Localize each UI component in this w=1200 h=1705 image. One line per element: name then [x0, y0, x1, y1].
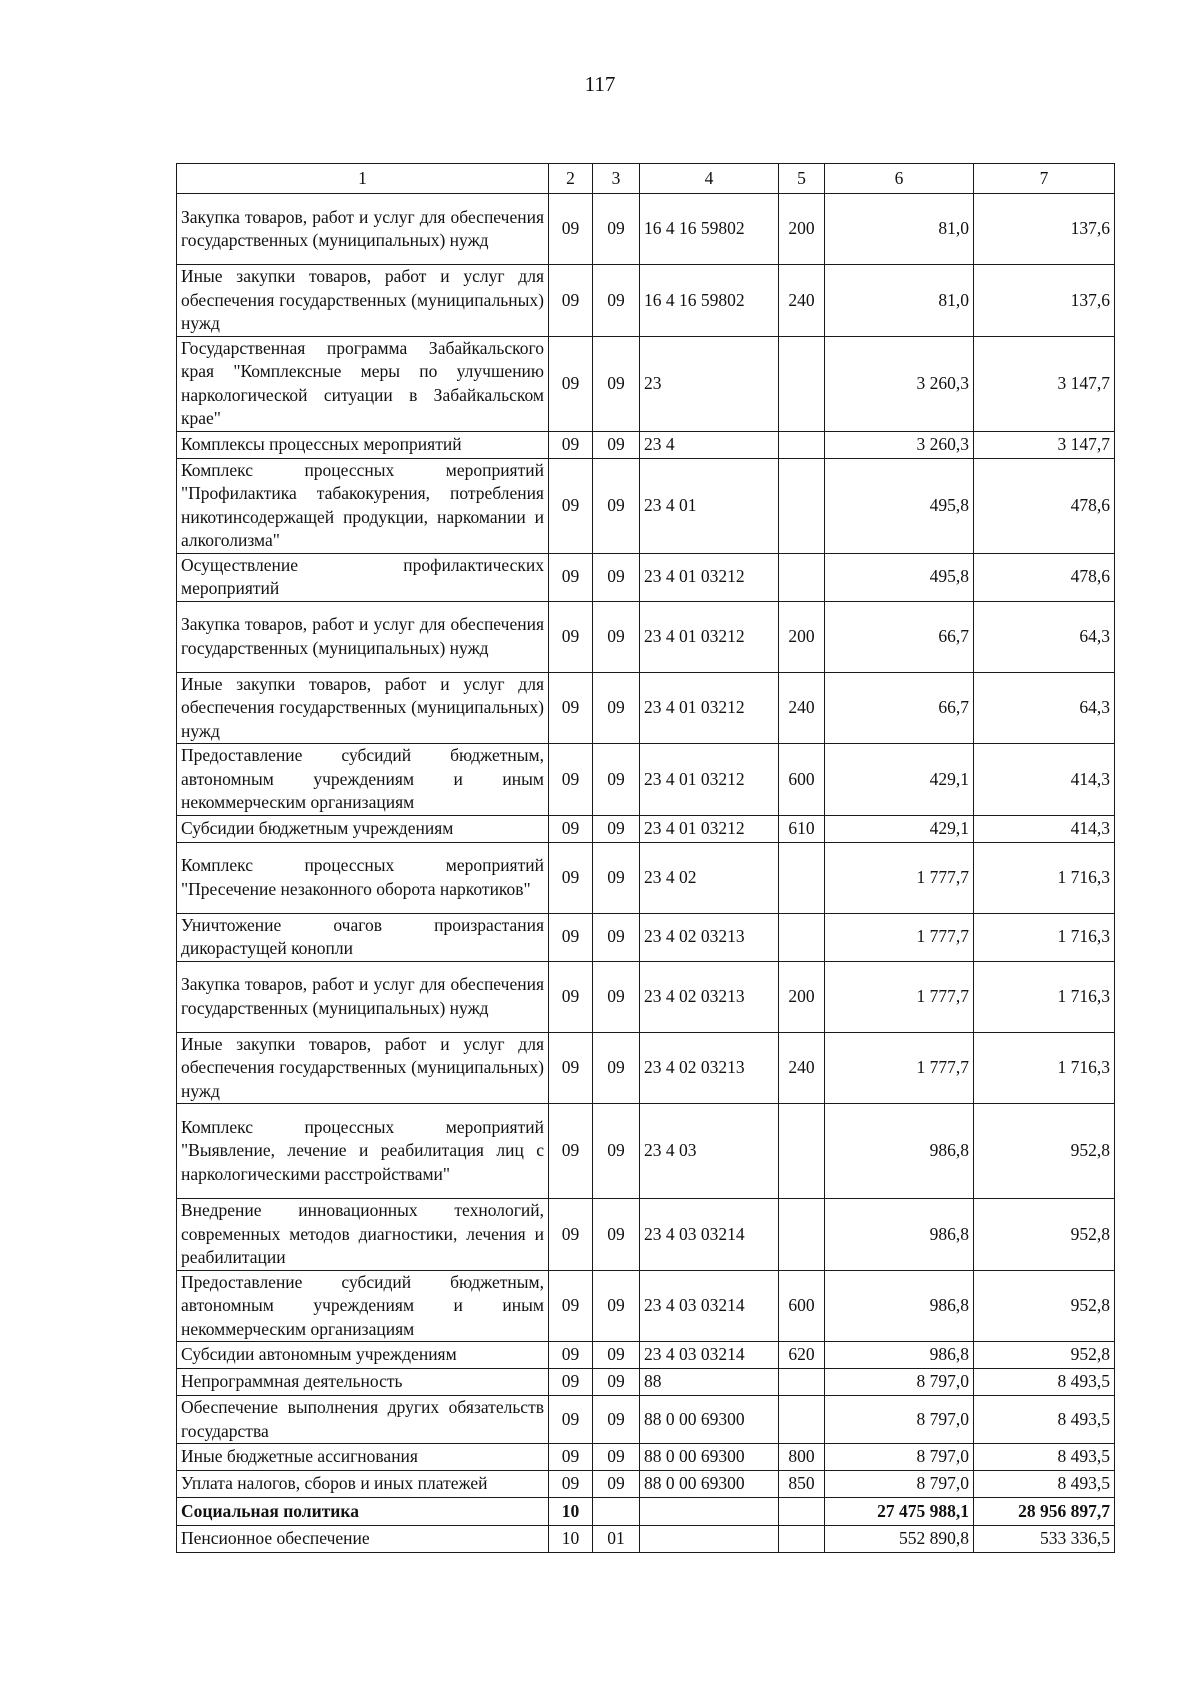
section-code-cell: 09 — [549, 458, 593, 553]
subsection-code-cell: 09 — [593, 553, 640, 601]
expense-type-cell: 240 — [779, 1032, 825, 1104]
target-article-cell: 23 4 02 03213 — [640, 1032, 779, 1104]
target-article-cell: 23 4 03 — [640, 1104, 779, 1199]
column-header: 3 — [593, 164, 640, 194]
section-code-cell: 09 — [549, 265, 593, 337]
target-article-cell — [640, 1526, 779, 1553]
section-code-cell: 09 — [549, 1032, 593, 1104]
target-article-cell: 23 4 02 — [640, 842, 779, 913]
amount-year-1-cell: 1 777,7 — [825, 1032, 974, 1104]
amount-year-2-cell: 8 493,5 — [974, 1444, 1115, 1471]
expense-type-cell — [779, 1199, 825, 1271]
subsection-code-cell: 09 — [593, 672, 640, 744]
section-code-cell: 09 — [549, 1104, 593, 1199]
amount-year-1-cell: 8 797,0 — [825, 1444, 974, 1471]
table-row — [177, 601, 1115, 672]
table-row — [177, 1199, 1115, 1271]
amount-year-2-cell: 414,3 — [974, 744, 1115, 816]
section-code-cell: 09 — [549, 553, 593, 601]
subsection-code-cell: 09 — [593, 1396, 640, 1444]
expense-type-cell: 600 — [779, 744, 825, 816]
subsection-code-cell: 09 — [593, 1104, 640, 1199]
amount-year-1-cell: 1 777,7 — [825, 961, 974, 1032]
row-name-cell: Социальная политика — [177, 1498, 549, 1526]
amount-year-1-cell: 3 260,3 — [825, 336, 974, 431]
section-code-cell: 09 — [549, 815, 593, 842]
section-code-cell: 09 — [549, 672, 593, 744]
amount-year-1-cell: 8 797,0 — [825, 1369, 974, 1396]
column-header: 4 — [640, 164, 779, 194]
section-code-cell: 09 — [549, 842, 593, 913]
amount-year-2-cell: 3 147,7 — [974, 336, 1115, 431]
subsection-code-cell: 09 — [593, 961, 640, 1032]
expense-type-cell — [779, 1369, 825, 1396]
amount-year-2-cell: 1 716,3 — [974, 842, 1115, 913]
row-name-cell: Закупка товаров, работ и услуг для обеспечения государственных (муниципальных) нужд — [177, 194, 549, 265]
amount-year-2-cell: 952,8 — [974, 1342, 1115, 1369]
table-row — [177, 431, 1115, 458]
amount-year-2-cell: 137,6 — [974, 194, 1115, 265]
table-row — [177, 336, 1115, 431]
subsection-code-cell: 09 — [593, 1342, 640, 1369]
expense-type-cell — [779, 842, 825, 913]
row-name-cell: Субсидии бюджетным учреждениям — [177, 815, 549, 842]
page-number: 117 — [584, 72, 616, 96]
section-code-cell: 09 — [549, 1471, 593, 1498]
target-article-cell: 23 4 03 03214 — [640, 1270, 779, 1342]
target-article-cell: 23 — [640, 336, 779, 431]
subsection-code-cell: 09 — [593, 1369, 640, 1396]
target-article-cell: 23 4 02 03213 — [640, 913, 779, 961]
expense-type-cell — [779, 431, 825, 458]
subsection-code-cell: 09 — [593, 601, 640, 672]
row-name-cell: Комплекс процессных мероприятий "Пресечение незаконного оборота наркотиков" — [177, 842, 549, 913]
amount-year-1-cell: 495,8 — [825, 553, 974, 601]
row-name-cell: Иные закупки товаров, работ и услуг для обеспечения государственных (муниципальных) нужд — [177, 1032, 549, 1104]
target-article-cell: 23 4 02 03213 — [640, 961, 779, 1032]
table-row — [177, 1369, 1115, 1396]
amount-year-2-cell: 8 493,5 — [974, 1396, 1115, 1444]
subsection-code-cell: 09 — [593, 458, 640, 553]
amount-year-2-cell: 64,3 — [974, 601, 1115, 672]
expense-type-cell: 200 — [779, 601, 825, 672]
amount-year-2-cell: 414,3 — [974, 815, 1115, 842]
table-row — [177, 1444, 1115, 1471]
section-code-cell: 09 — [549, 601, 593, 672]
section-code-cell: 09 — [549, 961, 593, 1032]
table-body — [177, 194, 1115, 1553]
row-name-cell: Иные бюджетные ассигнования — [177, 1444, 549, 1471]
amount-year-2-cell: 1 716,3 — [974, 961, 1115, 1032]
row-name-cell: Комплекс процессных мероприятий "Выявление, лечение и реабилитация лиц с наркологическими расстройствами" — [177, 1104, 549, 1199]
row-name-cell: Внедрение инновационных технологий, современных методов диагностики, лечения и реабилитации — [177, 1199, 549, 1271]
column-header: 2 — [549, 164, 593, 194]
amount-year-1-cell: 66,7 — [825, 672, 974, 744]
section-code-cell: 10 — [549, 1526, 593, 1553]
section-code-cell: 09 — [549, 1444, 593, 1471]
row-name-cell: Уничтожение очагов произрастания дикорастущей конопли — [177, 913, 549, 961]
expense-type-cell — [779, 1498, 825, 1526]
table-row — [177, 1032, 1115, 1104]
amount-year-1-cell: 81,0 — [825, 265, 974, 337]
target-article-cell: 23 4 03 03214 — [640, 1342, 779, 1369]
amount-year-2-cell: 952,8 — [974, 1270, 1115, 1342]
row-name-cell: Предоставление субсидий бюджетным, автономным учреждениям и иным некоммерческим организациям — [177, 1270, 549, 1342]
table-row — [177, 842, 1115, 913]
table-row — [177, 1270, 1115, 1342]
column-header: 5 — [779, 164, 825, 194]
target-article-cell: 88 — [640, 1369, 779, 1396]
amount-year-1-cell: 8 797,0 — [825, 1471, 974, 1498]
target-article-cell — [640, 1498, 779, 1526]
amount-year-2-cell: 64,3 — [974, 672, 1115, 744]
section-code-cell: 09 — [549, 1270, 593, 1342]
amount-year-1-cell: 429,1 — [825, 815, 974, 842]
amount-year-2-cell: 1 716,3 — [974, 1032, 1115, 1104]
row-name-cell: Предоставление субсидий бюджетным, автономным учреждениям и иным некоммерческим организациям — [177, 744, 549, 816]
expense-type-cell — [779, 458, 825, 553]
subsection-code-cell: 09 — [593, 194, 640, 265]
table-row — [177, 458, 1115, 553]
subsection-code-cell: 09 — [593, 265, 640, 337]
row-name-cell: Государственная программа Забайкальского края "Комплексные меры по улучшению наркологической ситуации в Забайкальском крае" — [177, 336, 549, 431]
row-name-cell: Закупка товаров, работ и услуг для обеспечения государственных (муниципальных) нужд — [177, 961, 549, 1032]
expense-type-cell — [779, 336, 825, 431]
amount-year-2-cell: 3 147,7 — [974, 431, 1115, 458]
row-name-cell: Иные закупки товаров, работ и услуг для обеспечения государственных (муниципальных) нужд — [177, 265, 549, 337]
amount-year-2-cell: 952,8 — [974, 1199, 1115, 1271]
expense-type-cell: 850 — [779, 1471, 825, 1498]
table-row — [177, 961, 1115, 1032]
table-row — [177, 744, 1115, 816]
budget-table — [176, 163, 1115, 1553]
target-article-cell: 16 4 16 59802 — [640, 194, 779, 265]
row-name-cell: Иные закупки товаров, работ и услуг для обеспечения государственных (муниципальных) нужд — [177, 672, 549, 744]
amount-year-1-cell: 1 777,7 — [825, 913, 974, 961]
subsection-code-cell: 09 — [593, 1471, 640, 1498]
target-article-cell: 23 4 — [640, 431, 779, 458]
table-row — [177, 194, 1115, 265]
target-article-cell: 23 4 01 03212 — [640, 672, 779, 744]
subsection-code-cell: 09 — [593, 842, 640, 913]
amount-year-2-cell: 533 336,5 — [974, 1526, 1115, 1553]
target-article-cell: 88 0 00 69300 — [640, 1444, 779, 1471]
expense-type-cell: 600 — [779, 1270, 825, 1342]
amount-year-2-cell: 28 956 897,7 — [974, 1498, 1115, 1526]
target-article-cell: 88 0 00 69300 — [640, 1471, 779, 1498]
row-name-cell: Субсидии автономным учреждениям — [177, 1342, 549, 1369]
target-article-cell: 23 4 03 03214 — [640, 1199, 779, 1271]
target-article-cell: 23 4 01 — [640, 458, 779, 553]
section-code-cell: 09 — [549, 194, 593, 265]
amount-year-2-cell: 952,8 — [974, 1104, 1115, 1199]
table-row — [177, 1526, 1115, 1553]
section-code-cell: 09 — [549, 913, 593, 961]
row-name-cell: Комплекс процессных мероприятий "Профилактика табакокурения, потребления никотинсодержащей продукции, наркомании и алкоголизма" — [177, 458, 549, 553]
amount-year-1-cell: 986,8 — [825, 1342, 974, 1369]
target-article-cell: 16 4 16 59802 — [640, 265, 779, 337]
amount-year-1-cell: 552 890,8 — [825, 1526, 974, 1553]
subsection-code-cell: 01 — [593, 1526, 640, 1553]
subsection-code-cell: 09 — [593, 1270, 640, 1342]
amount-year-1-cell: 81,0 — [825, 194, 974, 265]
amount-year-2-cell: 8 493,5 — [974, 1369, 1115, 1396]
subsection-code-cell: 09 — [593, 1199, 640, 1271]
expense-type-cell — [779, 1396, 825, 1444]
target-article-cell: 23 4 01 03212 — [640, 553, 779, 601]
subsection-code-cell: 09 — [593, 815, 640, 842]
section-code-cell: 09 — [549, 1369, 593, 1396]
subsection-code-cell: 09 — [593, 913, 640, 961]
expense-type-cell: 610 — [779, 815, 825, 842]
section-code-cell: 09 — [549, 431, 593, 458]
table-row — [177, 1396, 1115, 1444]
section-code-cell: 09 — [549, 744, 593, 816]
subsection-code-cell: 09 — [593, 1444, 640, 1471]
expense-type-cell: 800 — [779, 1444, 825, 1471]
expense-type-cell: 620 — [779, 1342, 825, 1369]
table-row — [177, 1104, 1115, 1199]
subsection-code-cell: 09 — [593, 336, 640, 431]
amount-year-2-cell: 137,6 — [974, 265, 1115, 337]
row-name-cell: Пенсионное обеспечение — [177, 1526, 549, 1553]
amount-year-1-cell: 495,8 — [825, 458, 974, 553]
table-row — [177, 913, 1115, 961]
table-row — [177, 1471, 1115, 1498]
column-header: 1 — [177, 164, 549, 194]
amount-year-1-cell: 986,8 — [825, 1270, 974, 1342]
table-row — [177, 815, 1115, 842]
expense-type-cell: 240 — [779, 672, 825, 744]
amount-year-1-cell: 27 475 988,1 — [825, 1498, 974, 1526]
amount-year-1-cell: 1 777,7 — [825, 842, 974, 913]
expense-type-cell: 240 — [779, 265, 825, 337]
table-row — [177, 553, 1115, 601]
amount-year-1-cell: 3 260,3 — [825, 431, 974, 458]
target-article-cell: 23 4 01 03212 — [640, 601, 779, 672]
column-header: 7 — [974, 164, 1115, 194]
expense-type-cell — [779, 1526, 825, 1553]
section-code-cell: 10 — [549, 1498, 593, 1526]
amount-year-1-cell: 8 797,0 — [825, 1396, 974, 1444]
row-name-cell: Осуществление профилактических мероприятий — [177, 553, 549, 601]
table-row — [177, 672, 1115, 744]
subsection-code-cell: 09 — [593, 431, 640, 458]
expense-type-cell: 200 — [779, 194, 825, 265]
table-header-row — [177, 164, 1115, 194]
table-row — [177, 1342, 1115, 1369]
subsection-code-cell: 09 — [593, 1032, 640, 1104]
amount-year-1-cell: 429,1 — [825, 744, 974, 816]
section-code-cell: 09 — [549, 1342, 593, 1369]
table-row — [177, 265, 1115, 337]
expense-type-cell — [779, 1104, 825, 1199]
target-article-cell: 23 4 01 03212 — [640, 744, 779, 816]
amount-year-1-cell: 986,8 — [825, 1199, 974, 1271]
row-name-cell: Непрограммная деятельность — [177, 1369, 549, 1396]
amount-year-1-cell: 986,8 — [825, 1104, 974, 1199]
section-code-cell: 09 — [549, 336, 593, 431]
amount-year-2-cell: 478,6 — [974, 458, 1115, 553]
expense-type-cell — [779, 913, 825, 961]
row-name-cell: Комплексы процессных мероприятий — [177, 431, 549, 458]
amount-year-2-cell: 1 716,3 — [974, 913, 1115, 961]
row-name-cell: Обеспечение выполнения других обязательств государства — [177, 1396, 549, 1444]
section-code-cell: 09 — [549, 1396, 593, 1444]
row-name-cell: Закупка товаров, работ и услуг для обеспечения государственных (муниципальных) нужд — [177, 601, 549, 672]
section-code-cell: 09 — [549, 1199, 593, 1271]
subsection-code-cell: 09 — [593, 744, 640, 816]
subsection-code-cell — [593, 1498, 640, 1526]
expense-type-cell: 200 — [779, 961, 825, 1032]
target-article-cell: 23 4 01 03212 — [640, 815, 779, 842]
target-article-cell: 88 0 00 69300 — [640, 1396, 779, 1444]
row-name-cell: Уплата налогов, сборов и иных платежей — [177, 1471, 549, 1498]
expense-type-cell — [779, 553, 825, 601]
amount-year-2-cell: 8 493,5 — [974, 1471, 1115, 1498]
table-row — [177, 1498, 1115, 1526]
amount-year-1-cell: 66,7 — [825, 601, 974, 672]
amount-year-2-cell: 478,6 — [974, 553, 1115, 601]
column-header: 6 — [825, 164, 974, 194]
